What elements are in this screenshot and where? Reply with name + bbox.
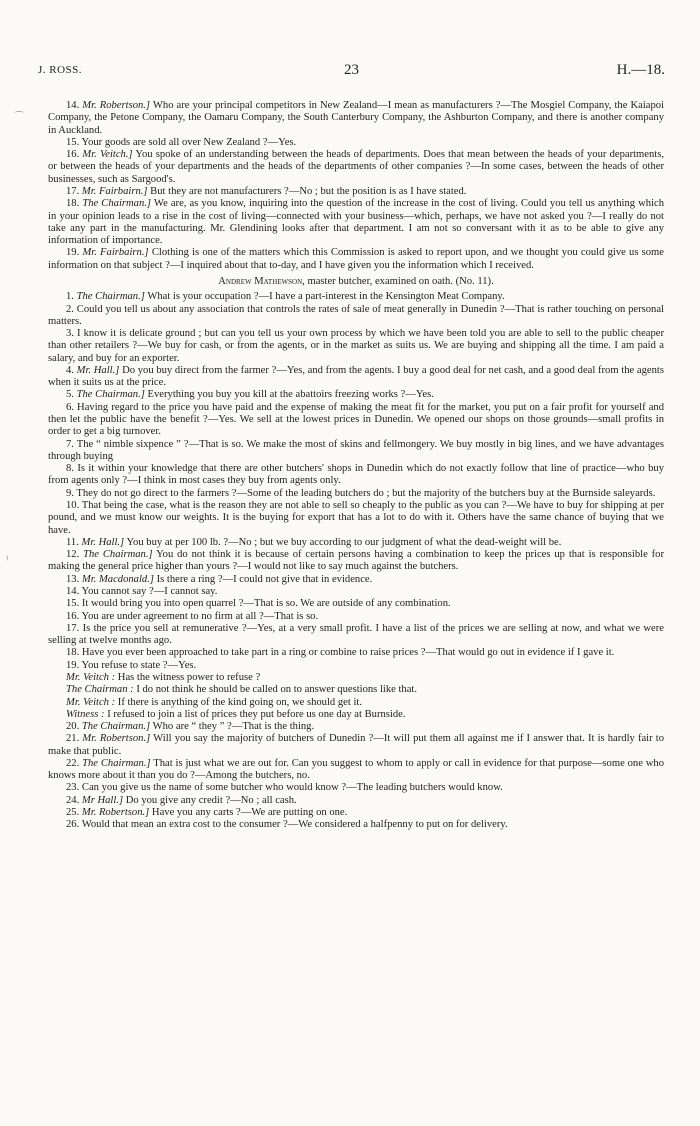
question-number: 11. [66,536,82,548]
speaker-label: The Chairman : [66,684,134,696]
question-answer-text: You are under agreement to no firm at all ?—That is so. [81,610,319,622]
speaker-label: Mr. Robertson.] [82,733,151,745]
question-paragraph [48,537,664,549]
question-number: 25. [66,807,82,819]
speaker-label: Mr. Macdonald.] [81,573,154,585]
question-number: 18. [66,647,82,659]
question-answer-text: What is your occupation ?—I have a part-interest in the Kensington Meat Company. [144,291,505,303]
document-body [48,100,664,832]
question-answer-text: Has the witness power to refuse ? [115,671,261,683]
question-answer-text: Have you any carts ?—We are putting on one. [149,807,348,819]
question-paragraph [48,795,664,807]
question-answer-text: You cannot say ?—I cannot say. [81,585,218,597]
question-paragraph [48,733,664,758]
question-paragraph [48,365,664,390]
question-answer-text: Will you say the majority of butchers of Dunedin ?—It will put them all against me if I answer that. It is hardly fair to make that public. [48,733,665,757]
question-paragraph [48,660,664,672]
question-answer-text: Who are your principal competitors in New Zealand—I mean as manufacturers ?—The Mosgiel Company, the Kaiapoi Company, the Petone Company, the Oamaru Company, the South Canterbury Company, the Ashburton Company, and there is another company in Auckland. [48,100,665,136]
question-paragraph [48,186,664,198]
question-number: 5. [66,389,77,401]
question-paragraph [48,574,664,586]
header-witness-name: J. ROSS. [38,64,83,76]
question-answer-text: They do not go direct to the farmers ?—Some of the leading butchers do ; but the majority of the butchers buy at the Burnside saleyards. [76,487,656,499]
speaker-label: Mr. Fairbairn.] [81,185,148,197]
question-paragraph [48,389,664,401]
question-number: 9. [66,487,77,499]
question-answer-text: Clothing is one of the matters which this Commission is asked to report upon, and we thought you could give us some information on that subject ?—I inquired about that to-day, and I have given you the information which I received. [48,247,665,271]
speaker-label: Witness : [66,708,105,720]
question-paragraph [48,549,664,574]
question-number: 26. [66,819,82,831]
question-paragraph [48,304,664,329]
question-number: 13. [66,573,82,585]
question-number: 24. [66,794,82,806]
speaker-label: The Chairman.] [76,291,145,303]
question-paragraph [48,758,664,783]
speaker-label: Mr Hall.] [81,794,124,806]
speaker-label: The Chairman.] [82,757,151,769]
question-answer-text: Would that mean an extra cost to the consumer ?—We considered a halfpenny to put on for delivery. [81,819,508,831]
question-answer-text: Can you give us the name of some butcher who would know ?—The leading butchers would know. [81,782,503,794]
question-answer-text: Is there a ring ?—I could not give that in evidence. [153,573,373,585]
question-answer-text: But they are not manufacturers ?—No ; but the position is as I have stated. [147,185,467,197]
evidence-section-ross [48,100,664,272]
speaker-label: Mr. Fairbairn.] [82,247,149,259]
question-number: 10. [66,500,82,511]
question-number: 14. [66,585,82,597]
question-number: 20. [66,721,82,733]
speaker-label: Mr. Robertson.] [82,100,151,111]
speaker-label: Mr. Robertson.] [81,807,150,819]
question-paragraph [48,137,664,149]
speaker-label: Mr. Veitch : [66,671,116,683]
question-paragraph [48,100,664,137]
question-number: 18. [66,198,83,210]
question-paragraph [48,611,664,623]
witness-heading [48,276,664,288]
question-answer-text: If there is anything of the kind going on, we should get it. [115,696,362,708]
speaker-label: The Chairman.] [82,198,152,210]
question-number: 3. [66,328,78,340]
witness-heading-rest: , master butcher, examined on oath. (No. 11). [302,275,494,287]
speaker-label: Mr. Hall.] [81,536,125,548]
question-answer-text: It would bring you into open quarrel ?—That is so. We are outside of any combination. [81,598,451,610]
question-number: 14. [66,100,83,111]
question-paragraph [48,500,664,537]
speaker-label: The Chairman.] [76,389,145,401]
question-answer-text: You buy at per 100 lb. ?—No ; but we buy according to our judgment of what the dead-weight will be. [124,536,562,548]
question-paragraph [48,807,664,819]
question-number: 19. [66,659,82,671]
question-answer-text: Your goods are sold all over New Zealand ?—Yes. [81,136,297,148]
question-answer-text: I know it is delicate ground ; but can you tell us your own process by which we have been told you are able to sell to the public cheaper than other retailers ?—We buy for cash, or from the agents, or in the market as suits us. We are buying and shipping all the time. I am paid a salary, and buy for an exporter. [48,328,664,364]
question-number: 21. [66,733,83,745]
question-answer-text: Is the price you sell at remunerative ?—Yes, at a very small profit. I have a list of the prices we are selling at now, and what we were selling at twelve months ago. [48,622,664,647]
question-answer-text: Is it within your knowledge that there are other butchers' shops in Dunedin which do not exactly follow that line of practice—who buy from agents only ?—I think in most cases they buy from agents only. [48,463,664,487]
speaker-label: Mr. Veitch : [66,696,116,708]
question-paragraph [48,328,664,365]
question-answer-text: You do not think it is because of certain persons having a combination to keep the prices up that is responsible for making the general price higher than yours ?—I would not like to say much against the butchers. [48,549,664,573]
question-number: 15. [66,136,82,148]
question-paragraph [48,819,664,831]
question-paragraph [48,684,664,696]
question-answer-text: That is just what we are out for. Can you suggest to whom to apply or call in evidence for that purpose—some one who knows more about it than you do ?—Among the butchers, no. [48,757,665,782]
page-number: 23 [344,62,359,78]
question-paragraph [48,198,664,247]
question-answer-text: Everything you buy you kill at the abattoirs freezing works ?—Yes. [144,389,434,401]
speaker-label: The Chairman.] [83,549,153,561]
question-paragraph [48,721,664,733]
question-paragraph [48,598,664,610]
question-number: 17. [66,622,83,634]
margin-mark: ⌒ [14,112,24,123]
question-number: 7. [66,438,77,450]
question-paragraph [48,672,664,684]
question-number: 17. [66,185,82,197]
question-number: 19. [66,247,83,259]
question-paragraph [48,697,664,709]
question-number: 12. [66,549,84,561]
question-number: 15. [66,598,82,610]
question-paragraph [48,488,664,500]
speaker-label: Mr. Veitch.] [82,149,133,161]
question-paragraph [48,709,664,721]
question-paragraph [48,247,664,272]
question-answer-text: Having regard to the price you have paid and the expense of making the meat fit for the market, you put on a fair profit for yourself and then let the public have the benefit ?—Yes. We sell at the lowest prices in Dunedin. We opened our shops on those grounds—small profits in order to get a big turnover. [48,401,665,438]
question-number: 1. [66,291,77,303]
question-paragraph [48,439,664,464]
margin-mark: ⁾ [6,555,9,566]
question-answer-text: Do you give any credit ?—No ; all cash. [123,794,297,806]
question-paragraph [48,149,664,186]
question-number: 16. [66,610,82,622]
question-answer-text: I do not think he should be called on to answer questions like that. [133,684,418,696]
question-number: 2. [66,303,77,315]
question-paragraph [48,402,664,439]
question-paragraph [48,782,664,794]
question-paragraph [48,586,664,598]
speaker-label: The Chairman.] [81,721,151,733]
question-paragraph [48,647,664,659]
question-answer-text: That being the case, what is the reason they are not able to sell so cheaply to the public as you can ?—We have to buy for shipping at per pound, and we must know our weights. It is the buying for export that has a lot to do with it. Others have the same chance of buying that we have. [48,500,664,536]
question-answer-text: We are, as you know, inquiring into the question of the increase in the cost of living. Could you tell us anything which in your opinion leads to a rise in the cost of living—connected with your business—which, perhaps, we have not asked you ?—I really do not take any part in the manufacturing. Mr. Glendining looks after that department. I am not so conversant with it as to be able to give any information of importance. [48,198,665,247]
question-number: 22. [66,757,83,769]
question-answer-text: Who are “ they ” ?—That is the thing. [150,721,315,733]
question-answer-text: You refuse to state ?—Yes. [81,659,197,671]
paper-reference: H.—18. [616,62,665,78]
question-answer-text: Have you ever been approached to take part in a ring or combine to raise prices ?—That would go out in evidence if I gave it. [81,647,615,659]
evidence-section-mathewson [48,291,664,831]
question-answer-text: Could you tell us about any association that controls the rates of sale of meat generally in Dunedin ?—That is rather touching on personal matters. [48,303,664,327]
question-paragraph [48,291,664,303]
question-answer-text: You spoke of an understanding between the heads of departments. Does that mean between the heads of your departments, or between the heads of your departments and the heads of the departments of other companies ?—In some cases, between the heads of other businesses, such as Sargood's. [48,149,664,185]
question-number: 6. [66,401,78,413]
witness-name: Andrew Mathewson [218,275,303,287]
speaker-label: Mr. Hall.] [76,364,120,376]
question-number: 16. [66,149,83,161]
question-paragraph [48,463,664,488]
question-answer-text: I refused to join a list of prices they put before us one day at Burnside. [104,708,406,720]
page-header [38,64,665,82]
question-number: 23. [66,782,82,794]
question-number: 4. [66,364,77,376]
question-paragraph [48,623,664,648]
question-answer-text: The “ nimble sixpence ” ?—That is so. We make the most of skins and fellmongery. We buy mostly in big lines, and we have advantages through buying [48,438,665,462]
question-answer-text: Do you buy direct from the farmer ?—Yes, and from the agents. I buy a good deal for net cash, and a good deal from the agents when it suits us at the price. [48,364,664,389]
question-number: 8. [66,463,78,475]
